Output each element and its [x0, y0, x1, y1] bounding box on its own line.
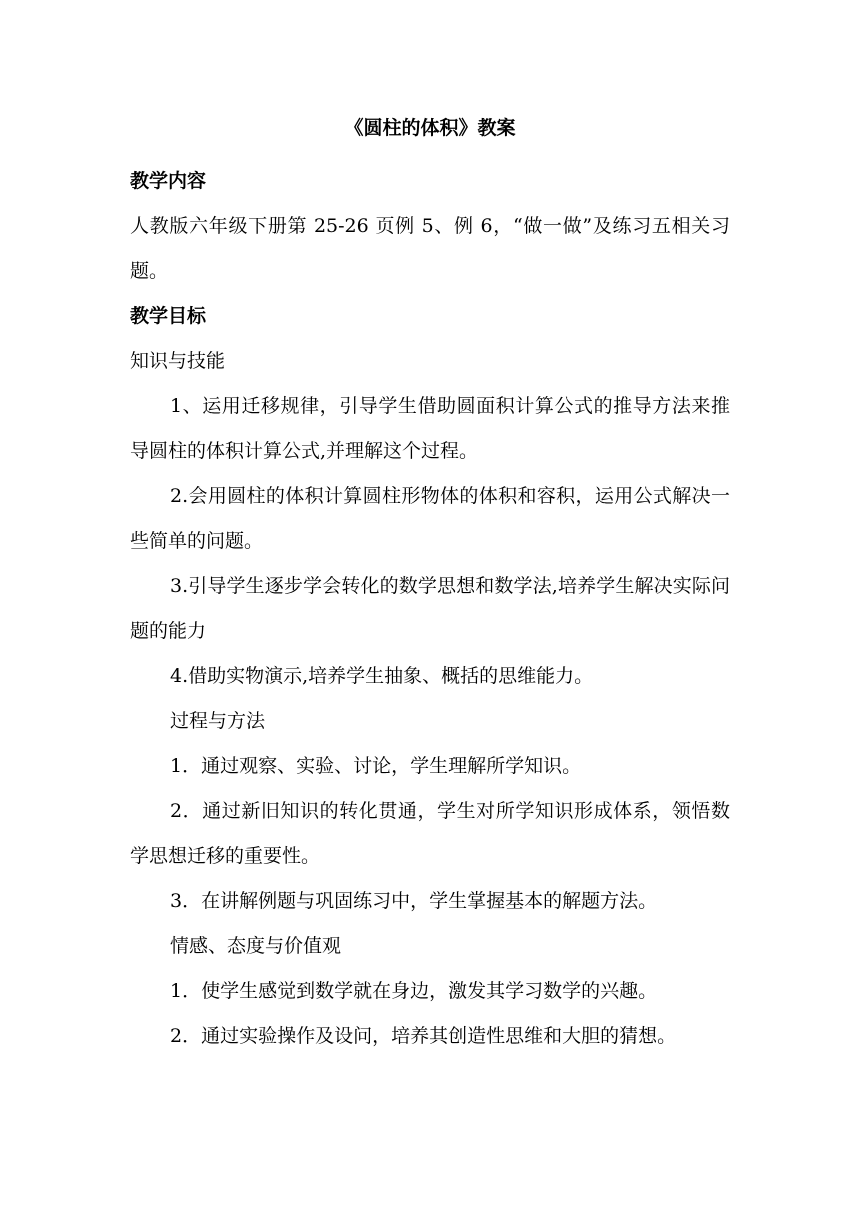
section-heading-content: 教学内容: [130, 170, 207, 192]
knowledge-item: 2.会用圆柱的体积计算圆柱形物体的体积和容积，运用公式解决一些简单的问题。: [130, 485, 730, 552]
process-item: 3．在讲解例题与巩固练习中，学生掌握基本的解题方法。: [170, 890, 658, 912]
process-item: 2．通过新旧知识的转化贯通，学生对所学知识形成体系，领悟数学思想迁移的重要性。: [130, 800, 730, 867]
knowledge-item: 3.引导学生逐步学会转化的数学思想和数学法,培养学生解决实际问题的能力: [130, 575, 730, 642]
process-item: 1．通过观察、实验、讨论，学生理解所学知识。: [170, 755, 582, 777]
document-title: 《圆柱的体积》教案: [344, 117, 516, 139]
subheading-attitude: 情感、态度与价值观: [170, 935, 342, 957]
section-heading-goals: 教学目标: [130, 305, 207, 327]
content-text: 人教版六年级下册第 25-26 页例 5、例 6，“做一做”及练习五相关习题。: [130, 215, 730, 282]
subheading-process: 过程与方法: [170, 710, 266, 732]
knowledge-item: 1、运用迁移规律，引导学生借助圆面积计算公式的推导方法来推导圆柱的体积计算公式,并理解这个过程。: [130, 395, 730, 462]
attitude-item: 2．通过实验操作及设问，培养其创造性思维和大胆的猜想。: [170, 1025, 677, 1047]
subheading-knowledge: 知识与技能: [130, 350, 226, 372]
document-body: [130, 112, 730, 1059]
knowledge-item: 4.借助实物演示,培养学生抽象、概括的思维能力。: [170, 665, 594, 687]
attitude-item: 1．使学生感觉到数学就在身边，激发其学习数学的兴趣。: [170, 980, 658, 1002]
